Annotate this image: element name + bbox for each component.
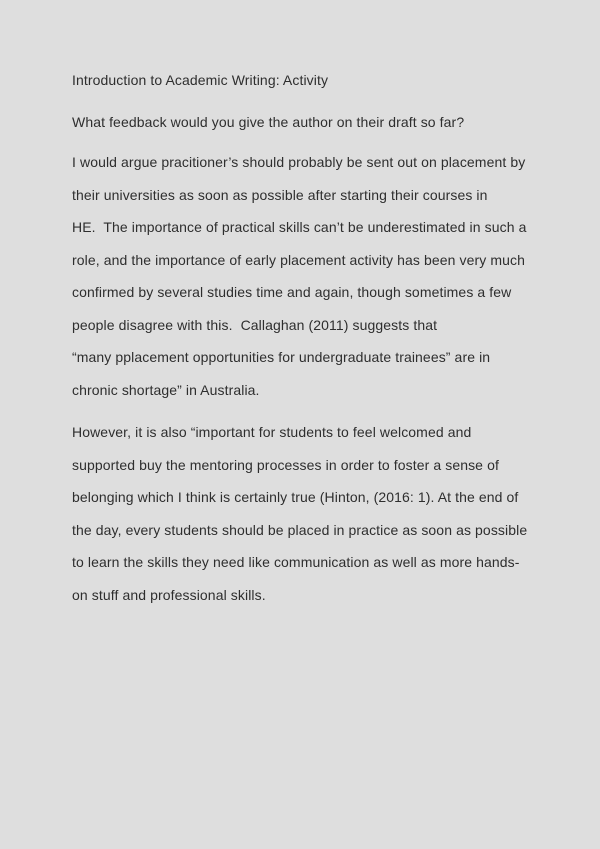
paragraph-1-line: HE. The importance of practical skills can’t be underestimated in such a (72, 219, 527, 235)
question-block (72, 106, 528, 139)
paragraph-1-line: confirmed by several studies time and again, though sometimes a few (72, 284, 512, 300)
document-title: Introduction to Academic Writing: Activity (72, 72, 329, 88)
paragraph-1-line: chronic shortage” in Australia. (72, 381, 260, 398)
paragraph-1-line: role, and the importance of early placement activity has been very much (72, 251, 525, 268)
paragraph-1-line: people disagree with this. Callaghan (2011) suggests that (72, 316, 438, 333)
paragraph-2-line: belonging which I think is certainly true (Hinton, (2016: 1). At the end of (72, 489, 519, 505)
paragraph-2-line: the day, every students should be placed in practice as soon as possible (72, 521, 528, 538)
question-line: What feedback would you give the author on their draft so far? (72, 113, 465, 130)
document-title-block (72, 64, 528, 97)
paragraph-2-line: to learn the skills they need like communication as well as more hands- (72, 554, 520, 570)
paragraph-2 (72, 416, 528, 611)
paragraph-1-line: their universities as soon as possible after starting their courses in (72, 186, 488, 203)
paragraph-1-line: “many pplacement opportunities for undergraduate trainees” are in (72, 349, 491, 365)
paragraph-1 (72, 146, 528, 406)
paragraph-2-line: on stuff and professional skills. (72, 586, 266, 603)
paragraph-2-line: However, it is also “important for students to feel welcomed and (72, 424, 472, 440)
paragraph-1-line: I would argue pracitioner’s should probably be sent out on placement by (72, 154, 526, 170)
paragraph-2-line: supported buy the mentoring processes in order to foster a sense of (72, 456, 499, 473)
